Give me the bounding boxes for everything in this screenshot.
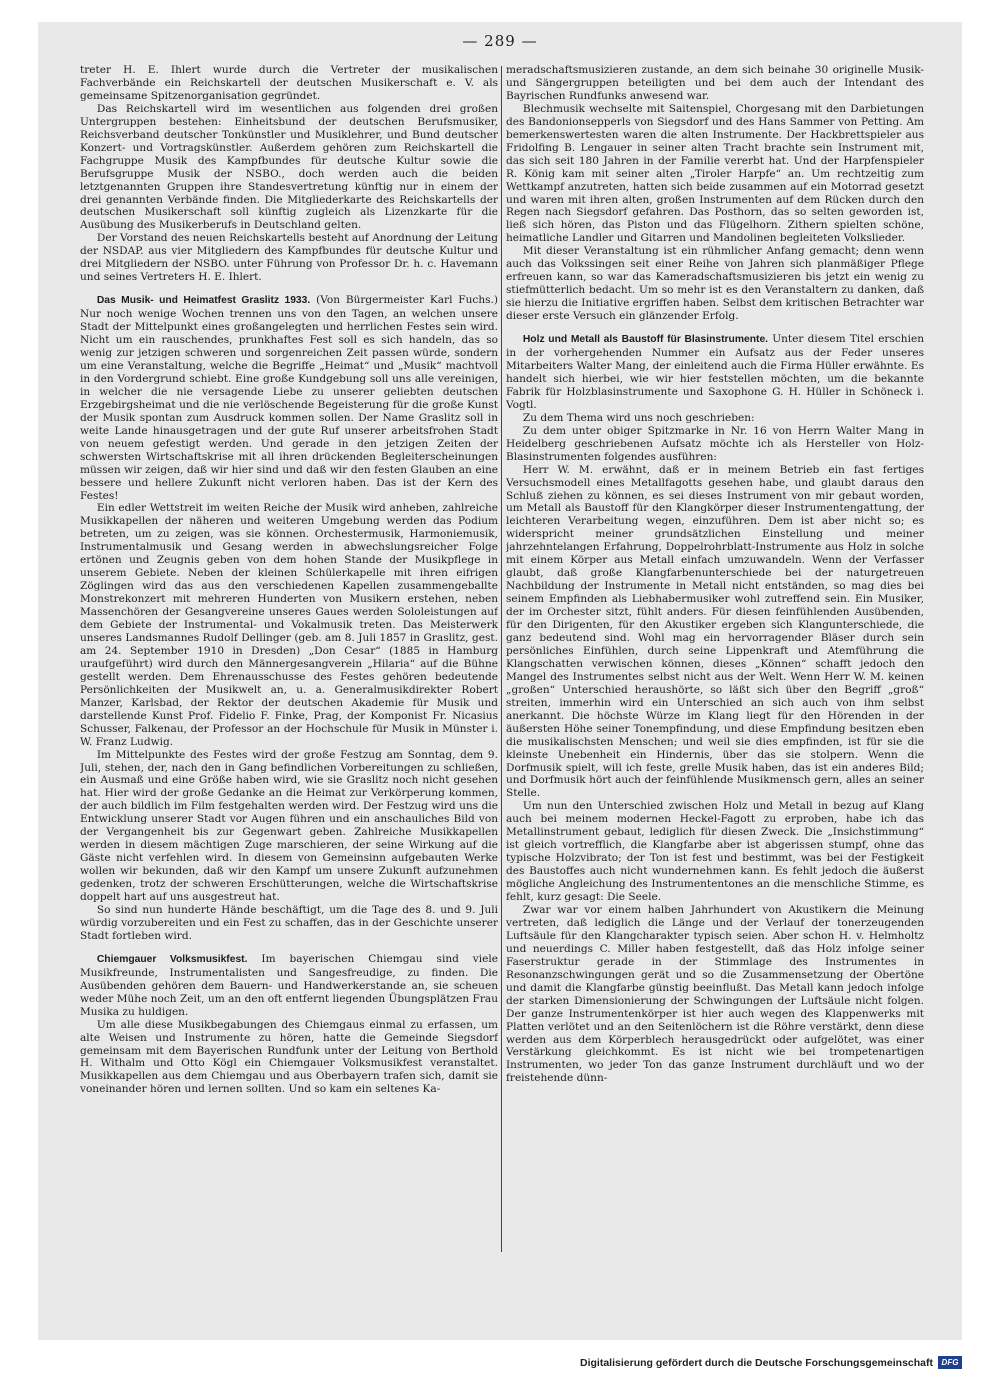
paragraph: Zwar war vor einem halben Jahrhundert von Akustikern die Meinung vertreten, daß lediglich die Länge und der Verlauf der tonerzeugenden Luftsäule für den Klangcharakter typisch seien. Aber schon H. v. Helmholtz und neuerdings C. Miller haben festgestellt, daß das Holz infolge seiner Faserstruktur gerade in der Stimmlage des Instrumentes in Resonanzschwingungen gerät und so die Zusammensetzung der Obertöne und damit die Klangfarbe günstig beeinflußt. Das Metall kann jedoch infolge der starken Dimensionierung der Schwingungen der Luftsäule nicht folgen. Der ganze Instrumentenkörper ist hier auch wegen des Klappenwerks mit Platten verlötet und an den Seitenlöchern ist die Röhre verstärkt, denn diese werden aus dem Körperblech herausgedrückt oder aufgelötet, was einer Verstärkung gleichkommt. Es ist nicht wie bei trompetenartigen Instrumenten, wo jeder Ton das ganze Instrument durchläuft und wo der freistehende dünn- [506,904,924,1085]
page-number: — 289 — [462,32,538,50]
continued-paragraph: treter H. E. Ihlert wurde durch die Vertreter der musikalischen Fachverbände ein Reichskartell der deutschen Musikerschaft e. V. als gemeinsame Spitzenorganisation gegründet. [80,64,498,102]
paragraph: Zu dem unter obiger Spitzmarke in Nr. 16 von Herrn Walter Mang in Heidelberg geschriebenen Aufsatz möchte ich als Hersteller von Holz-Blasinstrumenten folgendes ausführen: [506,424,924,463]
article-text: Im bayerischen Chiemgau sind viele Musikfreunde, Instrumentalisten und Sangesfreudige, zu finden. Die Ausübenden gehören dem Bauern- und Handwerkerstande an, sie scheuen weder Mühe noch Zeit, um an den oft entfernt liegenden Übungsplätzen Frau Musika zu huldigen. [80,952,498,1018]
funding-footer [580,1356,962,1369]
paragraph: Im Mittelpunkte des Festes wird der große Festzug am Sonntag, dem 9. Juli, stehen, der, nach den in Gang befindlichen Vorbereitungen zu schließen, ein Ausmaß und eine Größe haben wird, wie sie Graslitz noch nicht gesehen hat. Hier wird der große Gedanke an die Heimat zur Verkörperung kommen, der auch bildlich im Film festgehalten werden wird. Der Festzug wird uns die Entwicklung unserer Stadt vor Augen führen und ein anschauliches Bild von der Vergangenheit bis zur Gegenwart geben. Zahlreiche Musikkapellen werden in diesem mächtigen Zuge marschieren, der seine Wirkung auf die Gäste nicht verfehlen wird. In diesem von Gemeinsinn aufgebauten Werke wollen wir bekunden, daß wir den Kampf um unsere Zukunft aufzunehmen gedenken, trotz der schweren Erschütterungen, welche die Wirtschaftskrise doppelt hart auf uns ausgestreut hat. [80,748,498,904]
article-text: (Von Bürgermeister Karl Fuchs.) Nur noch wenige Wochen trennen uns von den Tagen, an welchen unsere Stadt der Mittelpunkt eines großangelegten und herrlichen Festes sein wird. Nicht um ein rauschendes, prunkhaftes Fest soll es sich handeln, das so wenig zur jetzigen schweren und sorgenreichen Zeit passen würde, sondern um eine Veranstaltung, welche die Begriffe „Heimat“ und „Musik“ machtvoll in den Vordergrund schiebt. Eine große Kundgebung soll uns alle vereinigen, in welcher die nie versagende Liebe zu unserer geliebten deutschen Erzgebirgsheimat und die nie verlöschende Begeisterung für die große Kunst der Musik spontan zum Ausdruck kommen sollen. Der Name Graslitz soll in weite Lande hinausgetragen und der gute Ruf unserer arbeitsfrohen Stadt von neuem gefestigt werden. Und gerade in den jetzigen Zeiten der schwersten Wirtschaftskrise mit all ihren drückenden Begleiterscheinungen müssen wir zeigen, daß wir hier sind und daß wir den festen Glauben an eine bessere und hellere Zukunft nicht verloren haben. Das ist der Kern des Festes! [80,294,498,502]
paragraph: Blechmusik wechselte mit Saitenspiel, Chorgesang mit den Darbietungen des Bandonionsepperls von Siegsdorf und des Hans Sammer von Petting. Am bemerkenswertesten waren die alten Instrumente. Der Hackbrettspieler aus Fridolfing B. Lengauer in seiner alten Tracht brachte sein Instrument mit, das sich seit 180 Jahren in der Familie vererbt hat. Und der Harpfenspieler R. König kam mit seiner alten „Tiroler Harpfe“ an. Um rechtzeitig zum Wettkampf anzutreten, hatten sich beide zusammen auf ein Motorrad gesetzt und waren mit ihren alten, großen Instrumenten auf dem Rücken durch den Regen nach Siegsdorf gefahren. Das Posthorn, das so selten geworden ist, ließ sich hören, das Piston und das Flügelhorn. Zithern spielten schöne, heimatliche Landler und Gitarren und Mandolinen begleiteten Volkslieder. [506,102,924,245]
paragraph: Ein edler Wettstreit im weiten Reiche der Musik wird anheben, zahlreiche Musikkapellen der näheren und weiteren Umgebung werden das Podium betreten, um zu zeigen, was sie können. Orchestermusik, Harmoniemusik, Instrumentalmusik und Gesang werden in abwechslungsreicher Folge ertönen und Zeugnis geben von dem hohen Stande der Musikpflege in unserem Gebiete. Neben der kleinen Schülerkapelle mit ihren eifrigen Zöglingen wird das aus den verschiedenen Kapellen zusammengeballte Monstrekonzert mit mehreren Hunderten von Musikern erstehen, neben Massenchören der Gesangvereine unseres Gaues werden Sololeistungen auf dem Gebiete der Instrumental- und Vokalmusik treten. Das Meisterwerk unseres Landsmannes Rudolf Dellinger (geb. am 8. Juli 1857 in Graslitz, gest. am 24. September 1910 in Dresden) „Don Cesar“ (1885 in Hamburg uraufgeführt) wird durch den Männergesangverein „Hilaria“ auf die Bühne gestellt werden. Dem Ehrenausschusse des Festes gehören bedeutende Persönlichkeiten der Musikwelt an, u. a. Generalmusikdirekter Robert Manzer, Karlsbad, der Rektor der deutschen Akademie für Musik und darstellende Kunst Prof. Fidelio F. Finke, Prag, der Komponist Fr. Nicasius Schusser, Falkenau, der Professor an der Hochschule für Musik in Münster i. W. Franz Ludwig. [80,502,498,748]
article-heading: Chiemgauer Volksmusikfest. [96,953,248,965]
article-heading: Das Musik- und Heimatfest Graslitz 1933. [96,295,311,307]
article-paragraph-with-heading [80,953,498,1019]
paragraph: Der Vorstand des neuen Reichskartells besteht auf Anordnung der Leitung der NSDAP. aus vier Mitgliedern des Kampfbundes für deutsche Kultur und drei Mitgliedern der NSBO. unter Führung von Professor Dr. h. c. Havemann und seines Vertreters H. E. Ihlert. [80,232,498,284]
article-heading: Holz und Metall als Baustoff für Blasinstrumente. [522,334,769,346]
article-paragraph-with-heading [506,333,924,412]
article-paragraph-with-heading [80,294,498,502]
article-text: Unter diesem Titel erschien in der vorhergehenden Nummer ein Aufsatz aus der Feder unseres Mitarbeiters Walter Mang, der einleitend auch die Firma Hüller erwähnte. Es handelt sich hierbei, wie wir hier feststellen möchten, um die bekannte Fabrik für Holzblasinstrumente und Saxophone G. H. Hüller in Schöneck i. Vogtl. [506,333,924,411]
paragraph: So sind nun hunderte Hände beschäftigt, um die Tage des 8. und 9. Juli würdig vorzubereiten und ein Fest zu schaffen, das in der Geschichte unserer Stadt fortleben wird. [80,904,498,942]
column-divider [501,66,502,1252]
paragraph: Um alle diese Musikbegabungen des Chiemgaus einmal zu erfassen, um alte Weisen und Instrumente zu hören, hatte die Gemeinde Siegsdorf gemeinsam mit dem Bayerischen Rundfunk unter der Leitung von Berthold H. Withalm und Otto Kögl ein Chiemgauer Volksmusikfest veranstaltet. Musikkapellen aus dem Chiemgau und aus Oberbayern trafen sich, damit sie voneinander hören und lernen sollten. Und so kam ein seltenes Ka- [80,1018,498,1096]
paragraph: Das Reichskartell wird im wesentlichen aus folgenden drei großen Untergruppen bestehen: Einheitsbund der deutschen Berufsmusiker, Reichsverband deutscher Tonkünstler und Musiklehrer, und Bund deutscher Konzert- und Vortragskünstler. Außerdem gehören zum Reichskartell die Fachgruppe Musik des Kampfbundes für deutsche Kultur sowie die Berufsgruppe Musik der NSBO., doch werden auch die beiden letztgenannten Gruppen ihre Standesvertretung künftig nur in einem der drei genannten Verbände finden. Die Mitgliederkarte des Reichskartells der deutschen Musikerschaft soll künftig zugleich als Lizenzkarte für die Ausübung des Musikerberufs in Deutschland gelten. [80,102,498,232]
paragraph: Um nun den Unterschied zwischen Holz und Metall in bezug auf Klang auch bei meinem modernen Heckel-Fagott zu erproben, habe ich das Metallinstrument gebaut, lediglich für diesen Zweck. Die „Insichstimmung“ ist gleich vortrefflich, die Klangfarbe aber ist abgerissen stumpf, ohne das typische Holzvibrato; der Ton ist fest und bestimmt, was bei der Festigkeit des Baustoffes auch nicht wundernehmen kann. Es fehlt jedoch die äußerst mögliche Angleichung des Instrumententones an die menschliche Stimme, es fehlt, kurz gesagt: Die Seele. [506,800,924,904]
paragraph: Herr W. M. erwähnt, daß er in meinem Betrieb ein fast fertiges Versuchsmodell eines Metallfagotts gesehen habe, und glaubt daraus den Schluß ziehen zu können, es sei dieses Instrument von mir gebaut worden, um Metall als Baustoff für den Klangkörper dieser Instrumentengattung, der leichteren Verarbeitung wegen, einzuführen. Dem ist aber nicht so; es widerspricht meiner grundsätzlichen Einstellung und meiner jahrzehntelangen Erfahrung, Doppelrohrblatt-Instrumente aus Holz in solche mit einem Körper aus Metall einfach umzuwandeln. Wenn der Verfasser glaubt, daß große Klangfarbenunterschiede bei der naturgetreuen Nachbildung der Instrumente in Metall nicht entständen, so mag dies bei seinem Empfinden als Liebhabermusiker wohl zutreffend sein. Ein Musiker, der im Orchester sitzt, fühlt anders. Für diesen feinfühlenden Ausübenden, für den Dirigenten, für den Akustiker ergeben sich Klangunterschiede, die ganz bedeutend sind. Wohl mag ein hervorragender Bläser durch sein persönliches Einfühlen, durch seine Lippenkraft und Atemführung die Klangschatten verwischen können, dieses „Können“ schafft jedoch den Mangel des Instrumentes selbst nicht aus der Welt. Wenn Herr W. M. keinen „großen“ Unterschied heraushörte, so läßt sich über den Begriff „groß“ streiten, immerhin wird ein Unterschied an sich auch von ihm selbst anerkannt. Die höchste Würze im Klang liegt für den Hörenden in der äußersten Höhe seiner Tonempfindung, und diese Empfindung besitzen eben die musikalischsten Menschen; und weil sie dies empfinden, ist für sie die kleinste Unebenheit ein Hindernis, über das sie stolpern. Wenn die Dorfmusik spielt, will ich feste, grelle Musik haben, das ist ein anderes Bild; und Dorfmusik hört auch der feinfühlende Musikmensch gern, alles an seiner Stelle. [506,463,924,800]
continued-paragraph: meradschaftsmusizieren zustande, an dem sich beinahe 30 originelle Musik- und Sängergruppen beteiligten und bei dem auch der Intendant des Bayrischen Rundfunks anwesend war. [506,64,924,102]
footer-text: Digitalisierung gefördert durch die Deutsche Forschungsgemeinschaft [580,1356,933,1369]
dfg-logo-icon: DFG [938,1356,962,1369]
paragraph: Zu dem Thema wird uns noch geschrieben: [522,411,755,424]
paragraph: Mit dieser Veranstaltung ist ein rühmlicher Anfang gemacht; denn wenn auch das Volkssingen seit einer Reihe von Jahren sich planmäßiger Pflege erfreuen kann, so war das Kameradschaftsmusizieren bis jetzt ein wenig zu stiefmütterlich bedacht. Um so mehr ist es den Veranstaltern zu danken, daß sie hierzu die Initiative ergriffen haben. Selbst dem kritischen Betrachter war dieser erste Versuch ein glänzender Erfolg. [506,245,924,323]
left-column [80,64,498,1256]
right-column [506,64,924,1256]
